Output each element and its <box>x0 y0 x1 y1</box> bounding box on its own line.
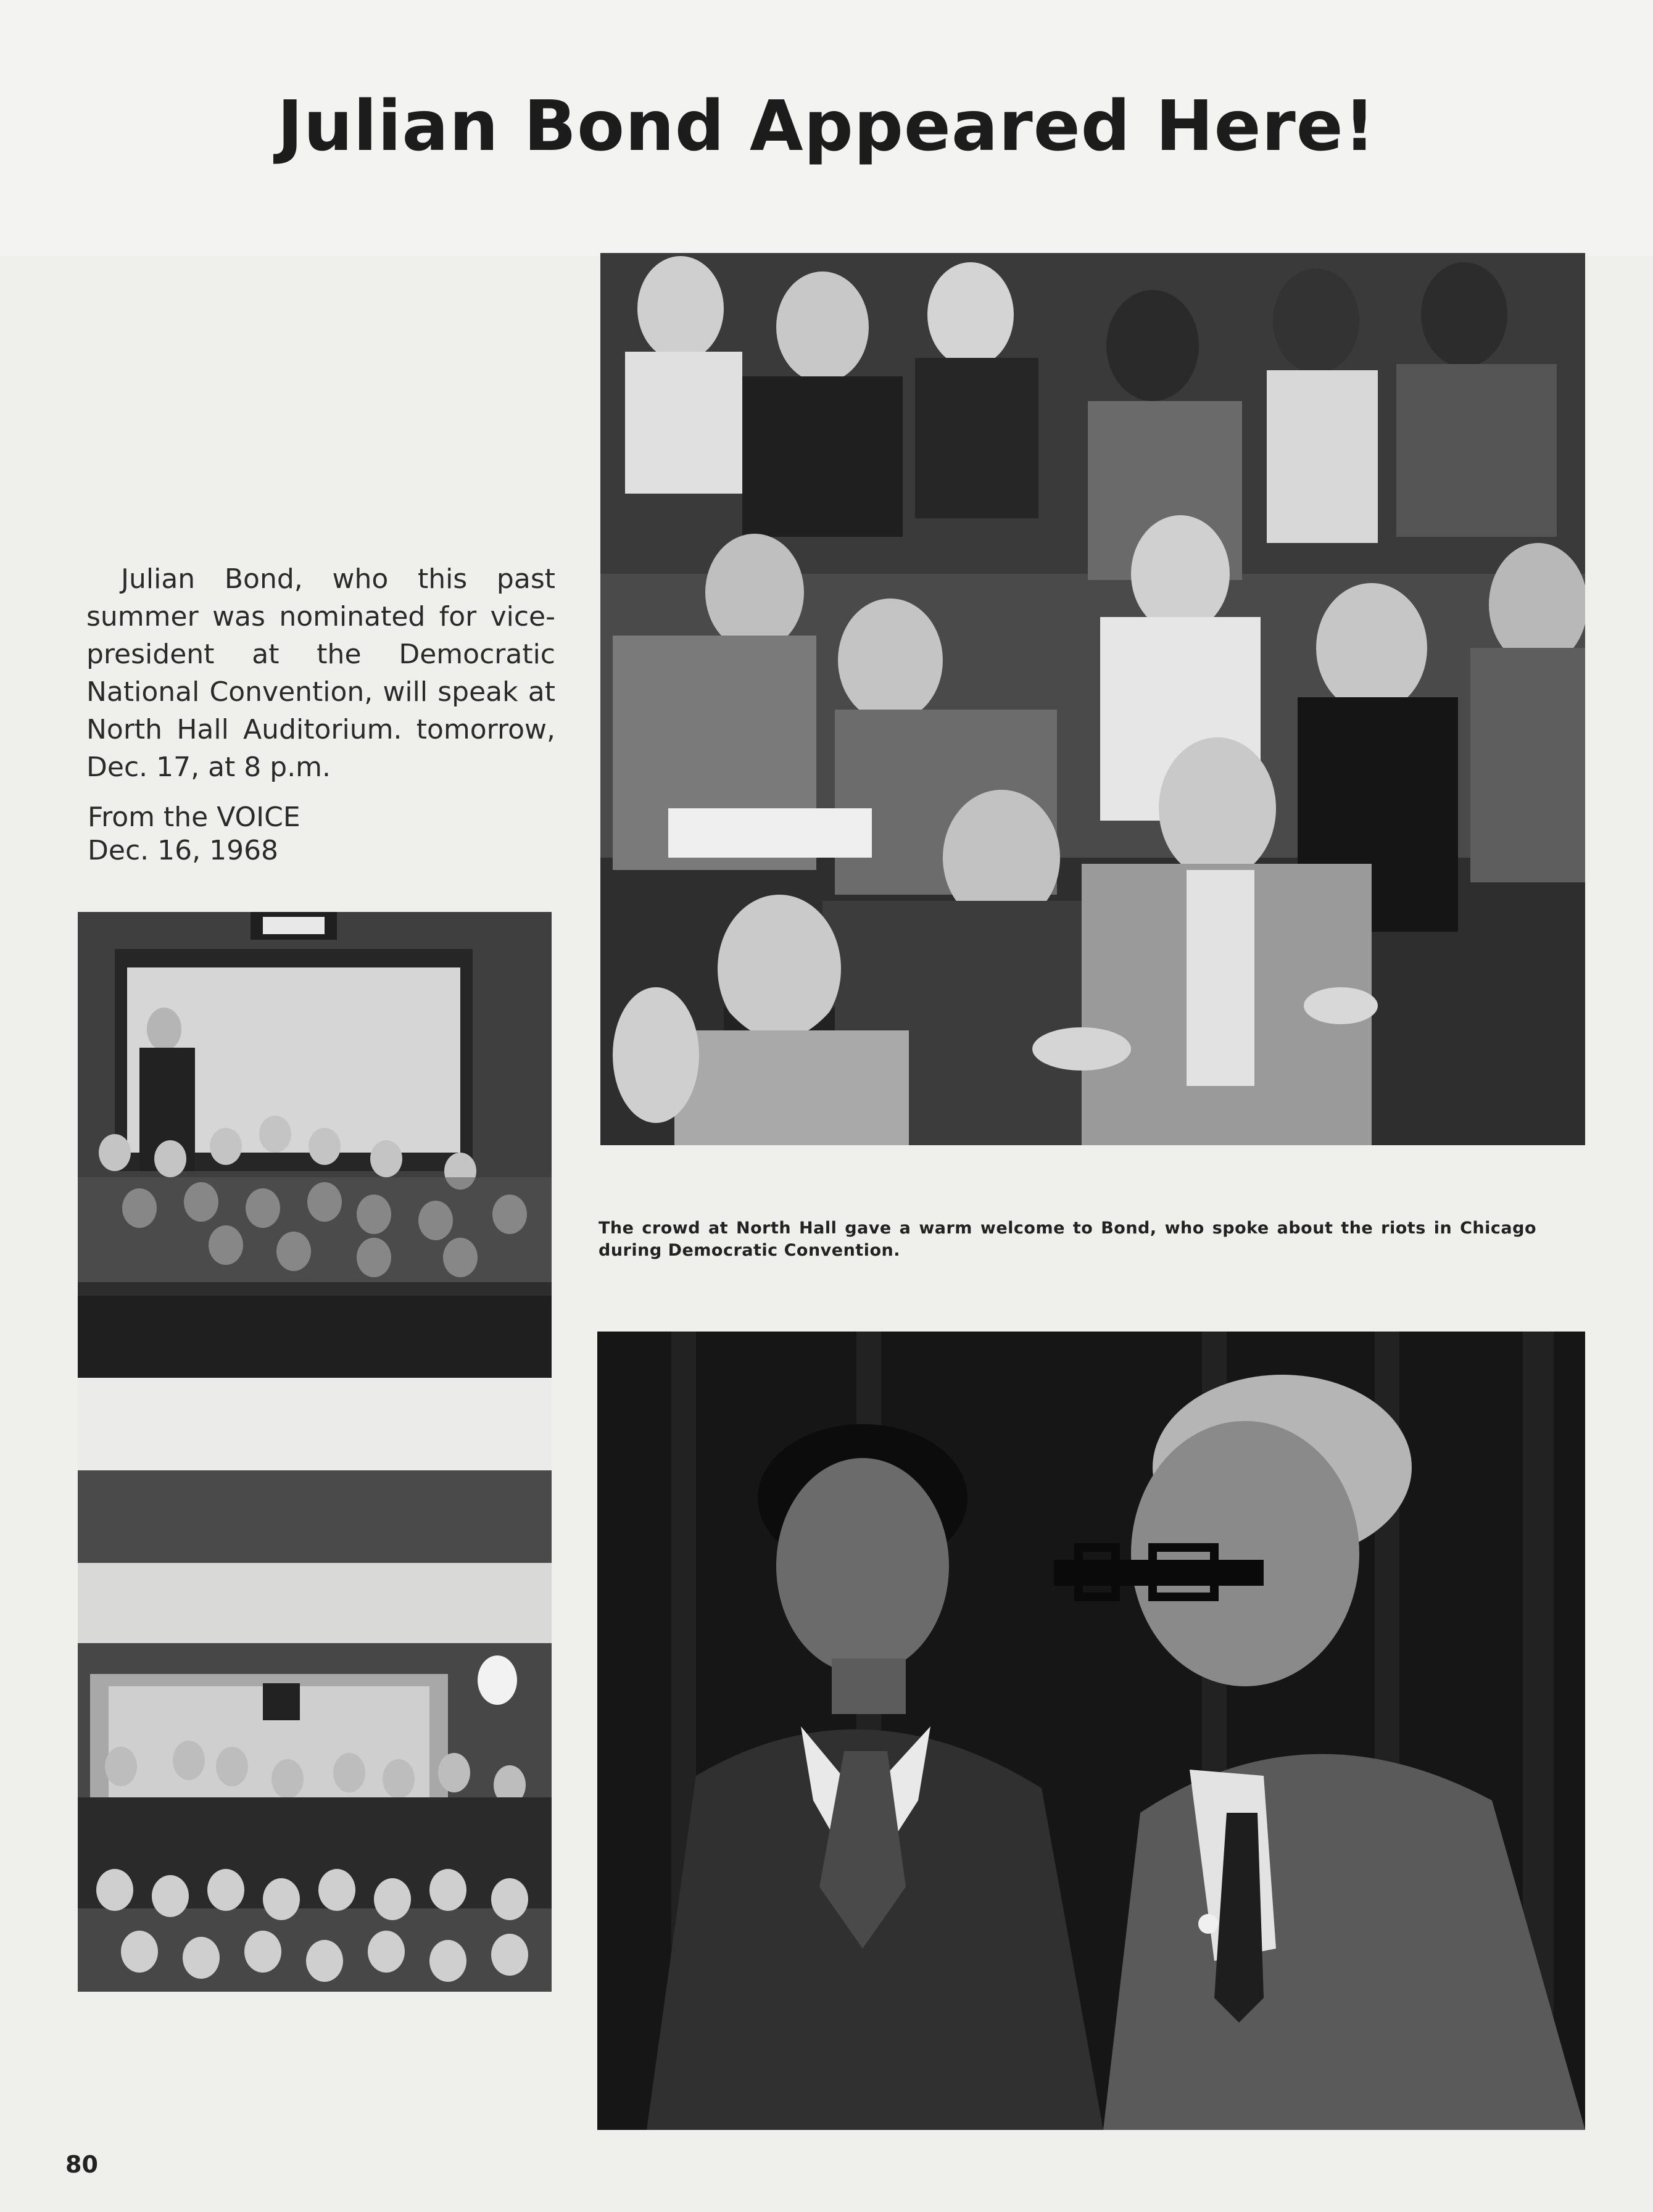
source-publication: From the VOICE <box>88 802 300 833</box>
balcony-photo-illustration <box>78 912 552 1378</box>
auditorium-entrance-photo <box>78 1378 552 1992</box>
julian-bond-portrait-photo <box>597 1332 1585 2130</box>
entrance-photo-illustration <box>78 1378 552 1992</box>
crowd-applauding-photo <box>600 253 1585 1145</box>
article-source <box>88 801 520 868</box>
balcony-crowd-photo <box>78 912 552 1378</box>
page-title: Julian Bond Appeared Here! <box>277 86 1376 167</box>
crowd-photo-caption: The crowd at North Hall gave a warm welcome to Bond, who spoke about the riots in Chicago during Democratic Convention. <box>599 1219 1536 1260</box>
article-intro: Julian Bond, who this past summer was nominated for vice-president at the Democratic National Convention, will speak at North Hall Auditorium. tomorrow, Dec. 17, at 8 p.m. <box>86 563 555 783</box>
portrait-photo-illustration <box>597 1332 1585 2130</box>
page-number: 80 <box>65 2151 98 2178</box>
crowd-photo-illustration <box>600 253 1585 1145</box>
source-date: Dec. 16, 1968 <box>88 835 279 866</box>
